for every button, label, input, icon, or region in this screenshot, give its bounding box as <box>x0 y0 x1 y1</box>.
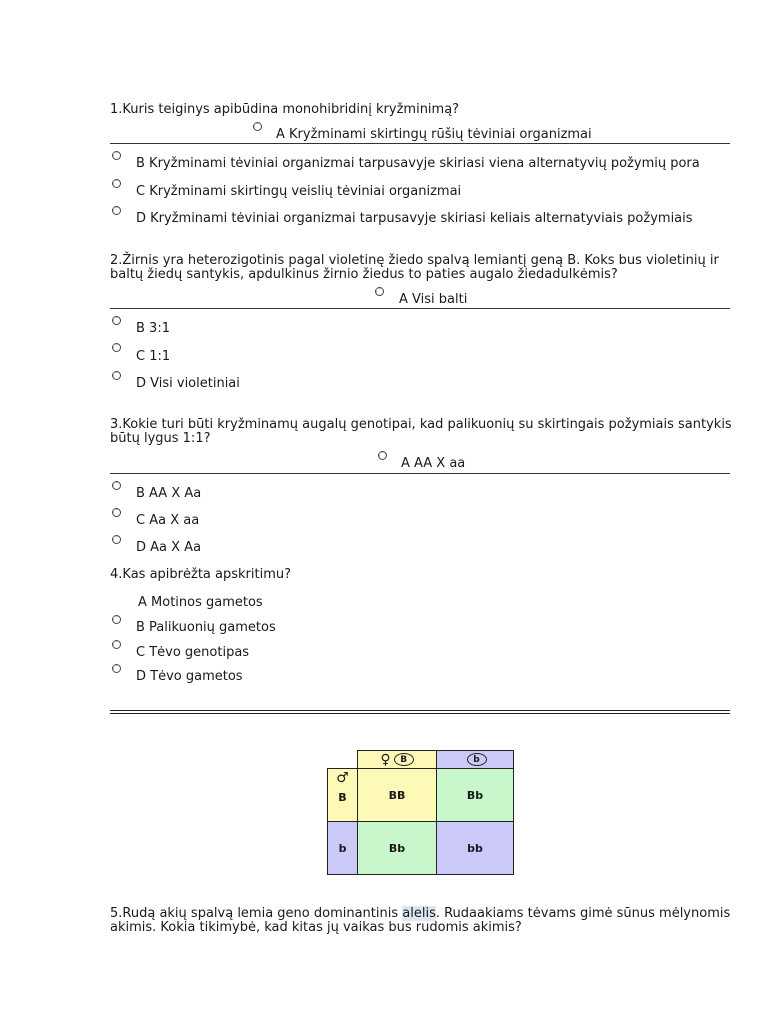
q1-option-d: D Kryžminami tėviniai organizmai tarpusavyje skiriasi keliais alternatyviais požymiais <box>136 211 693 226</box>
female-allele-circled: B <box>394 753 414 766</box>
q3-option-d: D Aa X Aa <box>136 540 202 555</box>
q3-radio-a[interactable] <box>378 451 387 460</box>
q1-radio-d[interactable] <box>112 206 121 215</box>
q1-radio-b[interactable] <box>112 151 121 160</box>
q1-option-a: A Kryžminami skirtingų rūšių tėviniai organizmai <box>276 127 592 142</box>
q4-option-c: C Tėvo genotipas <box>136 645 250 660</box>
q2-radio-c[interactable] <box>112 343 121 352</box>
punnett-cell-bb-top: BB <box>357 768 437 822</box>
q2-option-d: D Visi violetiniai <box>136 376 240 391</box>
q2-option-c: C 1:1 <box>136 349 171 364</box>
q4-option-a: A Motinos gametos <box>138 595 263 610</box>
punnett-row2-header: b <box>327 821 358 875</box>
q3-option-c: C Aa X aa <box>136 513 200 528</box>
col2-allele-circled: b <box>467 753 487 766</box>
question-4: 4.Kas apibrėžta apskritimu? <box>110 567 292 582</box>
punnett-cell-bottom-right: bb <box>436 821 514 875</box>
q2-option-a: A Visi balti <box>399 292 468 307</box>
punnett-row1-header <box>327 768 358 822</box>
q3-option-a: A AA X aa <box>401 456 466 471</box>
q2-radio-b[interactable] <box>112 316 121 325</box>
question-1: 1.Kuris teiginys apibūdina monohibridinį kryžminimą? <box>110 102 460 117</box>
question-3: 3.Kokie turi būti kryžminamų augalų genotipai, kad palikuonių su skirtingais požymiais santykis būtų lygus 1:1? <box>110 417 732 446</box>
q4-radio-b[interactable] <box>112 615 121 624</box>
q4-radio-d[interactable] <box>112 664 121 673</box>
q1-option-b: B Kryžminami tėviniai organizmai tarpusavyje skiriasi viena alternatyvių požymių pora <box>136 156 700 171</box>
q5-text-end: . Rudaakiams tėvams gimė sūnus mėlynomis akimis. Kokia tikimybė, kad kitas jų vaikas bus rudomis akimis? <box>110 906 731 935</box>
question-2: 2.Žirnis yra heterozigotinis pagal violetinę žiedo spalvą lemiantį geną B. Koks bus violetinių ir baltų žiedų santykis, apdulkinus žirnio žiedus to paties augalo žiedadulkėmis? <box>110 253 719 282</box>
male-symbol: ♂ <box>336 770 349 786</box>
double-rule-bottom <box>110 713 730 714</box>
q1-radio-a[interactable] <box>253 122 262 131</box>
divider <box>110 473 730 474</box>
q4-option-d: D Tėvo gametos <box>136 669 243 684</box>
punnett-cell-top-right: Bb <box>436 768 514 822</box>
punnett-header-col2 <box>436 750 514 769</box>
punnett-header-female <box>357 750 437 769</box>
q1-option-c: C Kryžminami skirtingų veislių tėviniai organizmai <box>136 184 462 199</box>
punnett-cell-bottom-left: Bb <box>357 821 437 875</box>
q3-radio-d[interactable] <box>112 535 121 544</box>
divider <box>110 143 730 144</box>
q1-radio-c[interactable] <box>112 179 121 188</box>
q3-radio-b[interactable] <box>112 481 121 490</box>
row1-allele: B <box>338 791 347 804</box>
q4-radio-c[interactable] <box>112 640 121 649</box>
q2-radio-a[interactable] <box>375 287 384 296</box>
question-5 <box>110 907 735 935</box>
q3-option-b: B AA X Aa <box>136 486 202 501</box>
double-rule-top <box>110 710 730 711</box>
q4-option-b: B Palikuonių gametos <box>136 620 276 635</box>
divider <box>110 308 730 309</box>
q2-radio-d[interactable] <box>112 371 121 380</box>
q5-text-start: 5.Rudą akių spalvą lemia geno dominantinis <box>110 906 403 921</box>
q2-option-b: B 3:1 <box>136 321 170 336</box>
female-symbol: ♀ <box>380 751 391 768</box>
q3-radio-c[interactable] <box>112 508 121 517</box>
q5-highlight: alelis <box>402 906 436 921</box>
